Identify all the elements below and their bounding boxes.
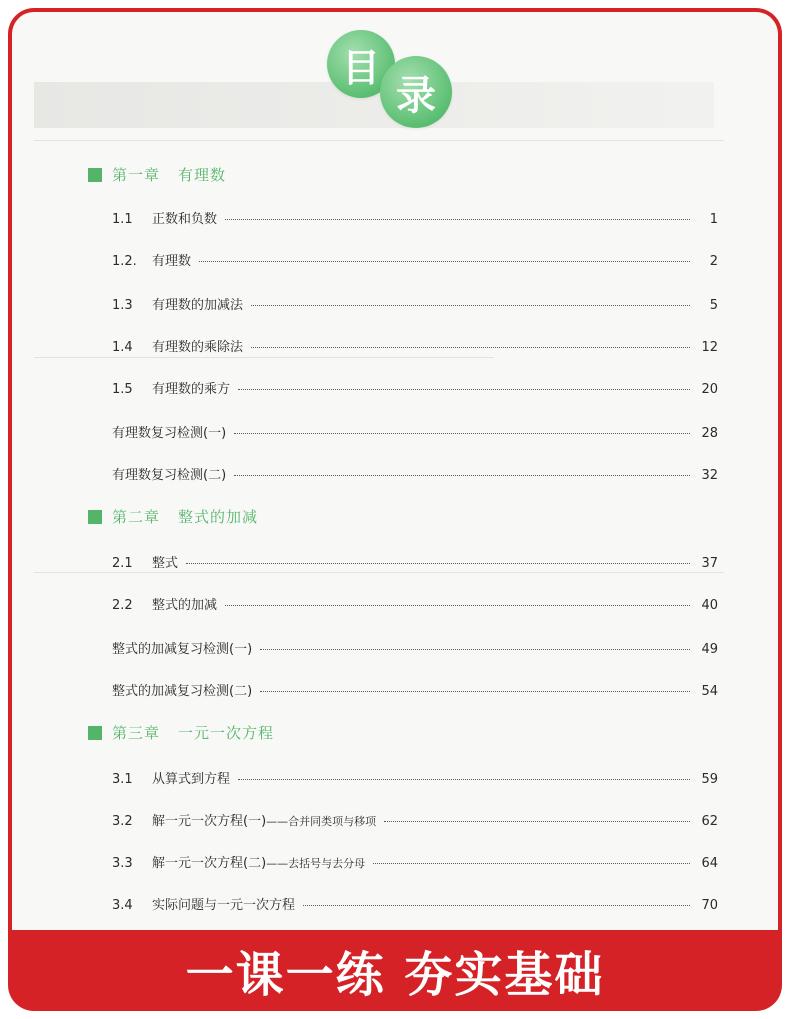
dot-leader — [238, 779, 690, 780]
ghost-rule — [34, 357, 494, 358]
chapter-name: 整式的加减 — [178, 508, 259, 526]
entry-page: 2 — [709, 254, 718, 269]
toc-entry[interactable] — [112, 680, 718, 698]
entry-page: 40 — [701, 598, 718, 613]
chapter-name: 一元一次方程 — [178, 724, 275, 742]
title-circle-2 — [380, 56, 452, 128]
entry-title: 解一元一次方程(一) — [152, 814, 267, 829]
dot-leader — [199, 261, 690, 262]
entry-page: 12 — [701, 340, 718, 355]
entry-page: 32 — [701, 468, 718, 483]
entry-title: 整式的加减 — [152, 598, 218, 613]
toc-entry[interactable] — [112, 336, 718, 354]
toc-entry[interactable] — [112, 250, 718, 268]
square-bullet-icon — [88, 510, 102, 524]
entry-number: 2.1 — [112, 556, 133, 571]
chapter-number: 第二章 — [112, 508, 161, 526]
bottom-banner: 一课一练 夯实基础 — [185, 947, 605, 1003]
entry-page: 49 — [701, 642, 718, 657]
entry-title: 有理数的乘方 — [152, 382, 231, 397]
toc-entry[interactable] — [112, 422, 718, 440]
toc-entry[interactable] — [112, 378, 718, 396]
toc-entry[interactable] — [112, 552, 718, 570]
dot-leader — [373, 863, 690, 864]
title-char-1: 目 — [341, 44, 380, 90]
entry-page: 5 — [709, 298, 718, 313]
square-bullet-icon — [88, 168, 102, 182]
entry-title: 实际问题与一元一次方程 — [152, 898, 296, 913]
entry-page: 1 — [709, 212, 718, 227]
dot-leader — [238, 389, 690, 390]
entry-title: 解一元一次方程(二) — [152, 856, 267, 871]
toc-entry[interactable] — [112, 768, 718, 786]
entry-title: 整式的加减复习检测(一) — [112, 642, 253, 657]
entry-number: 2.2 — [112, 598, 133, 613]
entry-title: 正数和负数 — [152, 212, 218, 227]
toc-page — [12, 12, 778, 930]
entry-number: 1.4 — [112, 340, 133, 355]
toc-entry[interactable] — [112, 208, 718, 226]
chapter-name: 有理数 — [178, 166, 227, 184]
dot-leader — [225, 219, 690, 220]
chapter-number: 第三章 — [112, 724, 161, 742]
entry-title: 从算式到方程 — [152, 772, 231, 787]
entry-number: 3.2 — [112, 814, 133, 829]
entry-title: 有理数复习检测(二) — [112, 468, 227, 483]
entry-number: 3.4 — [112, 898, 133, 913]
toc-entry[interactable] — [112, 810, 718, 828]
toc-entry[interactable] — [112, 294, 718, 312]
entry-title: 整式的加减复习检测(二) — [112, 684, 253, 699]
entry-number: 1.3 — [112, 298, 133, 313]
chapter-heading — [88, 506, 258, 527]
entry-page: 64 — [701, 856, 718, 871]
dot-leader — [384, 821, 690, 822]
square-bullet-icon — [88, 726, 102, 740]
toc-entry[interactable] — [112, 464, 718, 482]
entry-number: 1.2. — [112, 254, 137, 269]
entry-title: 有理数复习检测(一) — [112, 426, 227, 441]
entry-number: 3.3 — [112, 856, 133, 871]
entry-number: 1.5 — [112, 382, 133, 397]
chapter-number: 第一章 — [112, 166, 161, 184]
entry-page: 59 — [701, 772, 718, 787]
entry-number: 1.1 — [112, 212, 133, 227]
entry-page: 20 — [701, 382, 718, 397]
entry-page: 28 — [701, 426, 718, 441]
dot-leader — [251, 347, 690, 348]
dot-leader — [186, 563, 690, 564]
dot-leader — [225, 605, 690, 606]
entry-subtitle: ——去括号与去分母 — [266, 857, 366, 870]
entry-page: 54 — [701, 684, 718, 699]
entry-page: 62 — [701, 814, 718, 829]
dot-leader — [303, 905, 690, 906]
dot-leader — [260, 649, 690, 650]
dot-leader — [251, 305, 690, 306]
chapter-heading — [88, 164, 226, 185]
toc-entry[interactable] — [112, 638, 718, 656]
ghost-rule — [34, 572, 724, 573]
dot-leader — [234, 433, 690, 434]
entry-page: 37 — [701, 556, 718, 571]
entry-title: 有理数的加减法 — [152, 298, 244, 313]
ghost-rule — [34, 140, 724, 141]
chapter-heading — [88, 722, 274, 743]
red-frame — [8, 8, 782, 1011]
entry-title: 有理数 — [152, 254, 192, 269]
dot-leader — [234, 475, 690, 476]
entry-subtitle: ——合并同类项与移项 — [266, 815, 377, 828]
dot-leader — [260, 691, 690, 692]
toc-entry[interactable] — [112, 852, 718, 870]
toc-entry[interactable] — [112, 594, 718, 612]
entry-title: 有理数的乘除法 — [152, 340, 244, 355]
entry-title: 整式 — [152, 556, 179, 571]
toc-entry[interactable] — [112, 894, 718, 912]
entry-page: 70 — [701, 898, 718, 913]
entry-number: 3.1 — [112, 772, 133, 787]
title-char-2: 录 — [396, 71, 436, 119]
